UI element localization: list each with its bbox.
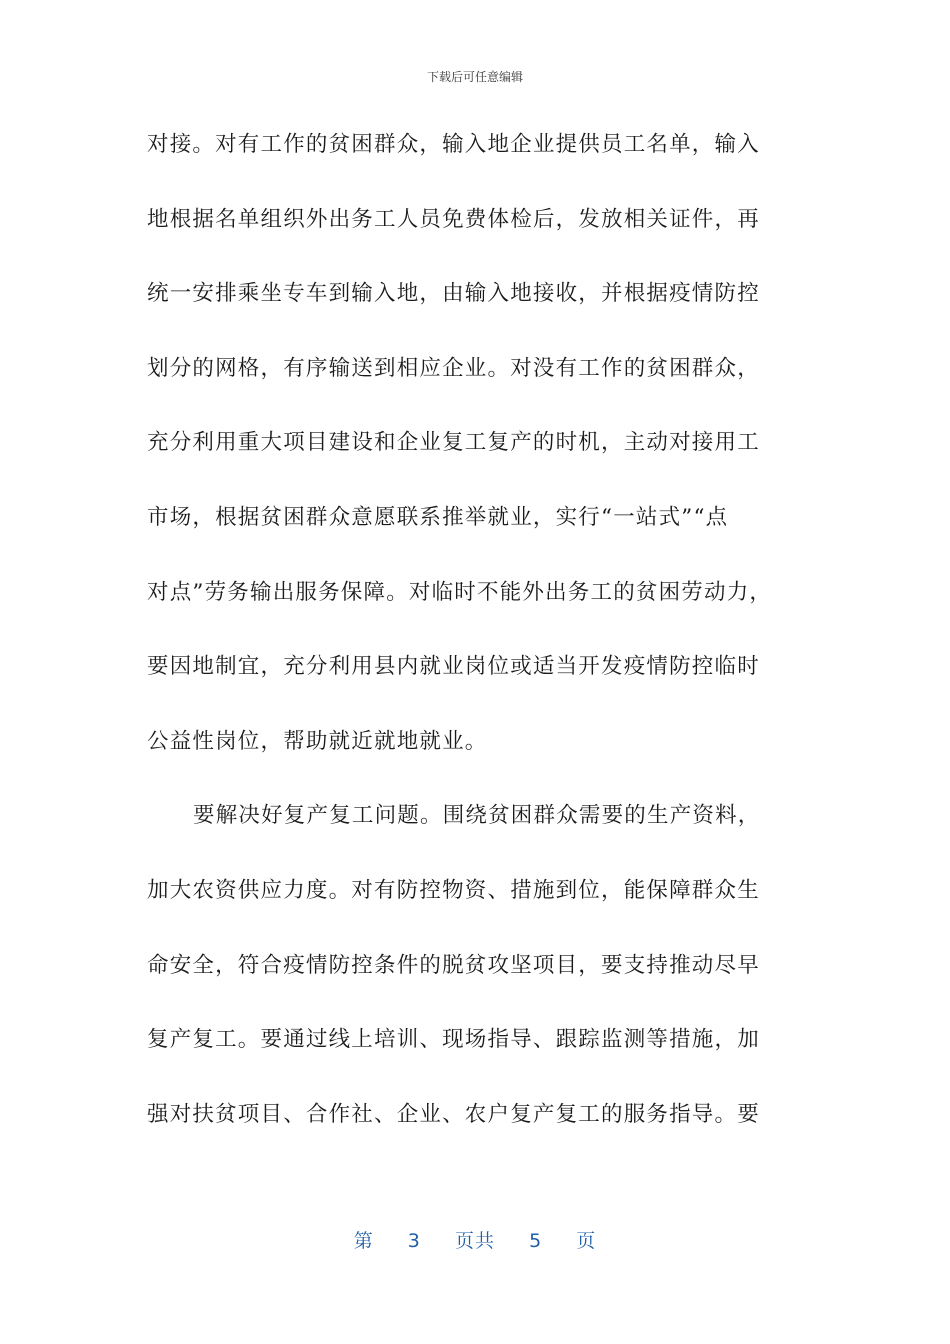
body-line-3: 统一安排乘坐专车到输入地，由输入地接收，并根据疫情防控 [147,281,760,307]
footer-suffix: 页 [576,1230,597,1252]
body-line-1: 对接。对有工作的贫困群众，输入地企业提供员工名单，输入 [147,132,760,157]
body-line-9: 公益性岗位，帮助就近就地就业。 [147,728,488,754]
body-line-10-paragraph-start: 要解决好复产复工问题。围绕贫困群众需要的生产资料， [193,803,761,829]
body-line-14: 强对扶贫项目、合作社、企业、农户复产复工的服务指导。要 [147,1101,760,1127]
body-line-5: 充分利用重大项目建设和企业复工复产的时机，主动对接用工 [147,430,760,456]
body-line-8: 要因地制宜，充分利用县内就业岗位或适当开发疫情防控临时 [147,654,760,680]
body-line-2: 地根据名单组织外出务工人员免费体检后，发放相关证件，再 [147,206,760,232]
footer-middle: 页共 [454,1230,495,1252]
footer-total-pages: 5 [529,1230,543,1252]
body-line-13: 复产复工。要通过线上培训、现场指导、跟踪监测等措施，加 [147,1027,760,1053]
footer-current-page: 3 [407,1230,421,1252]
body-line-7: 对点”劳务输出服务保障。对临时不能外出务工的贫困劳动力， [147,579,773,605]
document-body [147,125,817,1169]
footer-prefix: 第 [353,1230,374,1252]
body-line-11: 加大农资供应力度。对有防控物资、措施到位，能保障群众生 [147,877,760,903]
body-line-4: 划分的网格，有序输送到相应企业。对没有工作的贫困群众， [147,355,760,381]
page-number-footer [0,1226,950,1253]
page-header-note: 下载后可任意编辑 [426,70,523,84]
body-line-12: 命安全，符合疫情防控条件的脱贫攻坚项目，要支持推动尽早 [147,952,760,978]
body-line-6: 市场，根据贫困群众意愿联系推举就业，实行“一站式”“点 [147,504,729,530]
